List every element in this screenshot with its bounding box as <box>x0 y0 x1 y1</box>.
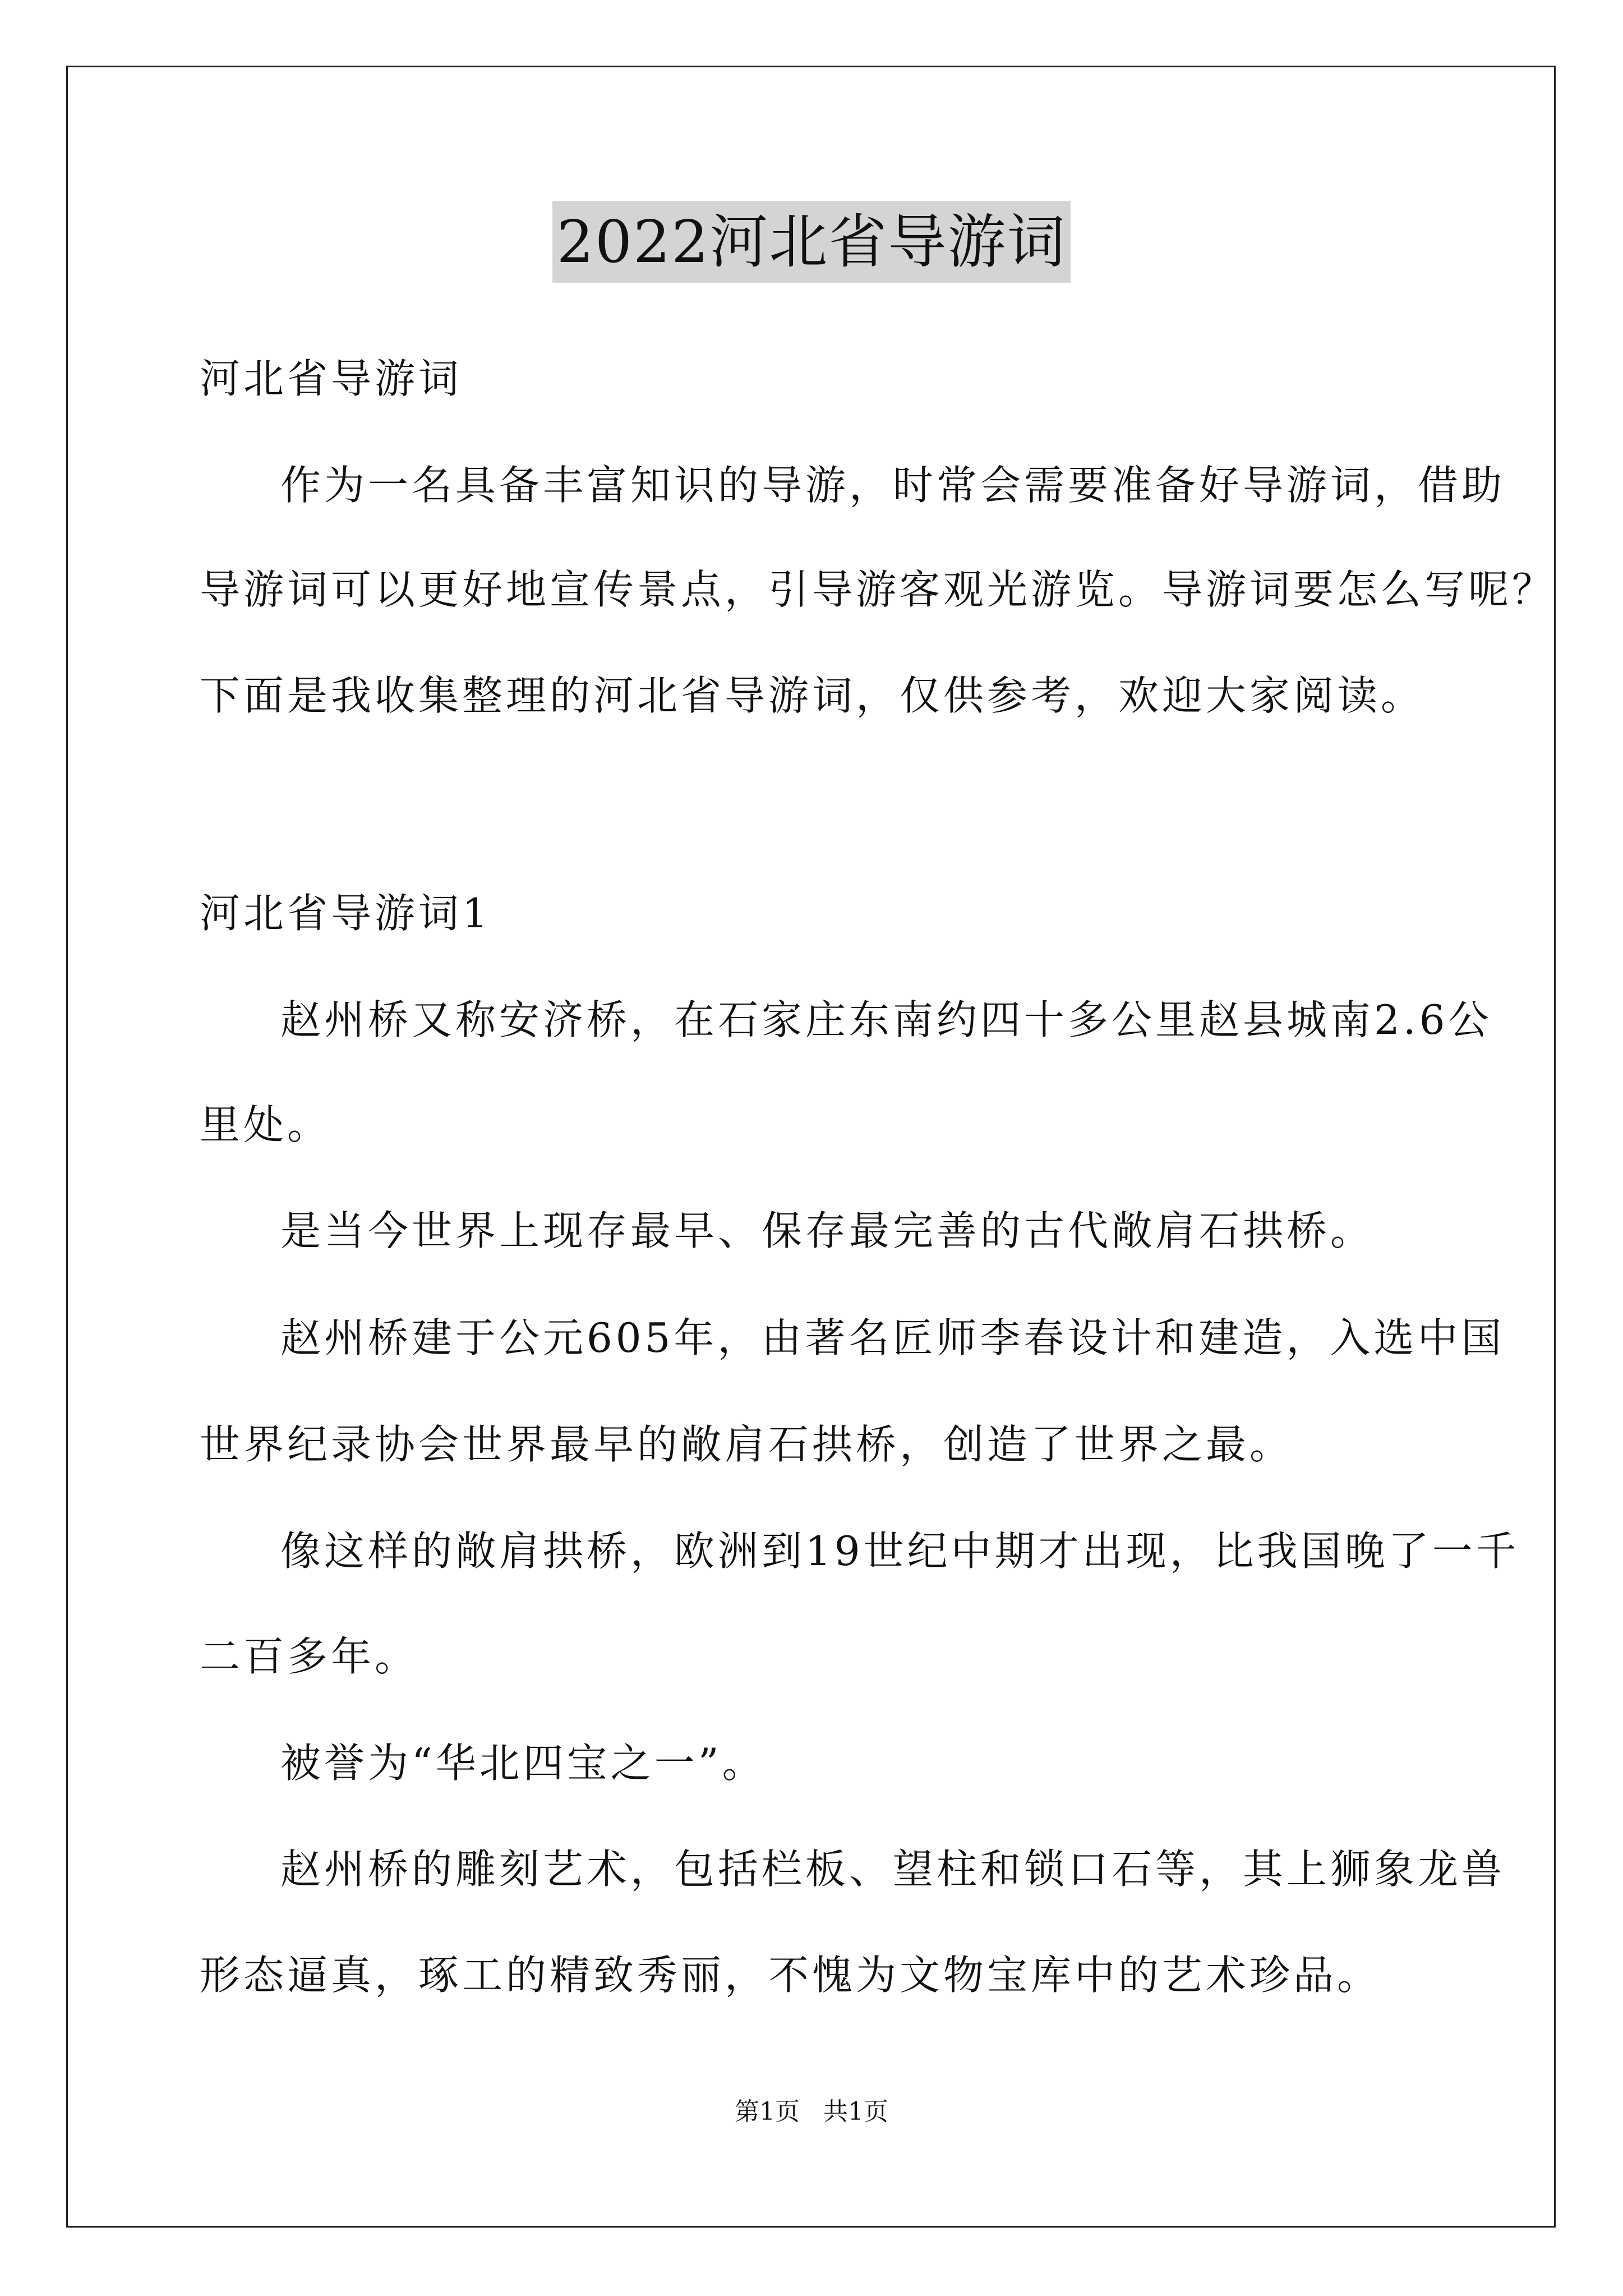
paragraph-line: 形态逼真，琢工的精致秀丽，不愧为文物宝库中的艺术珍品。 <box>200 1952 1381 1999</box>
paragraph-line: 作为一名具备丰富知识的导游，时常会需要准备好导游词，借助 <box>280 462 1506 509</box>
page-footer: 第1页 共1页 <box>735 2097 888 2126</box>
section-heading: 河北省导游词1 <box>200 890 491 937</box>
paragraph-line: 是当今世界上现存最早、保存最完善的古代敞肩石拱桥。 <box>280 1207 1375 1254</box>
paragraph-line: 二百多年。 <box>200 1633 419 1680</box>
paragraph-line: 像这样的敞肩拱桥，欧洲到19世纪中期才出现，比我国晚了一千 <box>280 1527 1520 1575</box>
paragraph-line: 导游词可以更好地宣传景点，引导游客观光游览。导游词要怎么写呢？ <box>200 566 1556 613</box>
paragraph-line: 被誉为“华北四宝之一”。 <box>280 1740 766 1787</box>
paragraph-line: 世界纪录协会世界最早的敞肩石拱桥，创造了世界之最。 <box>200 1421 1294 1468</box>
title-wrap <box>0 201 1623 283</box>
paragraph-line: 里处。 <box>200 1101 331 1148</box>
paragraph-line: 赵州桥建于公元605年，由著名匠师李春设计和建造，入选中国 <box>280 1314 1505 1361</box>
document-title: 2022河北省导游词 <box>552 201 1071 283</box>
section-heading: 河北省导游词 <box>200 355 463 402</box>
paragraph-line: 赵州桥又称安济桥，在石家庄东南约四十多公里赵县城南2.6公 <box>280 996 1492 1043</box>
paragraph-line: 赵州桥的雕刻艺术，包括栏板、望柱和锁口石等，其上狮象龙兽 <box>280 1846 1506 1893</box>
paragraph-line: 下面是我收集整理的河北省导游词，仅供参考，欢迎大家阅读。 <box>200 672 1425 719</box>
